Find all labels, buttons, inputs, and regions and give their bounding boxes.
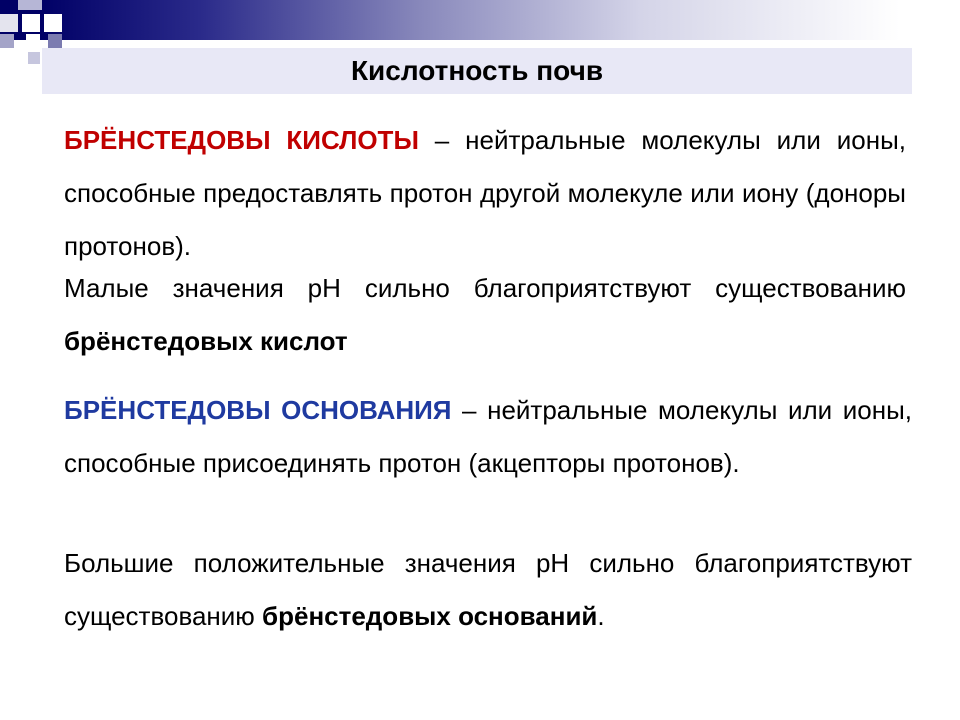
bases-definition bbox=[64, 384, 912, 490]
bases-note-bold: брёнстедовых оснований bbox=[262, 601, 598, 631]
slide-title: Кислотность почв bbox=[350, 55, 604, 86]
decor-square bbox=[44, 14, 62, 32]
acids-note-bold: брёнстедовых кислот bbox=[64, 326, 348, 356]
decor-square bbox=[26, 34, 40, 48]
acids-definition-text: – нейтральные молекулы или ионы, способные предоставлять протон другой молекуле или иону (доноры протонов). bbox=[64, 125, 906, 261]
bases-note-text: Большие положительные значения рН сильно благоприятствуют существованию bbox=[64, 548, 912, 631]
bases-term: БРЁНСТЕДОВЫ ОСНОВАНИЯ bbox=[64, 395, 452, 425]
header-gradient-bar bbox=[0, 0, 960, 40]
decor-square bbox=[18, 0, 42, 10]
bases-note bbox=[64, 537, 912, 643]
bases-note-end: . bbox=[597, 601, 605, 631]
acids-note bbox=[64, 262, 906, 368]
bases-definition-text: – нейтральные молекулы или ионы, способные присоединять протон (акцепторы протонов). bbox=[64, 395, 912, 478]
decor-square bbox=[0, 14, 18, 32]
acids-term: БРЁНСТЕДОВЫ КИСЛОТЫ bbox=[64, 125, 419, 155]
decor-square bbox=[0, 34, 14, 48]
acids-definition bbox=[64, 114, 906, 273]
decor-square bbox=[48, 34, 62, 48]
decor-square bbox=[22, 14, 40, 32]
decor-square bbox=[28, 52, 40, 64]
acids-note-text: Малые значения рН сильно благоприятствуют существованию bbox=[64, 273, 906, 303]
